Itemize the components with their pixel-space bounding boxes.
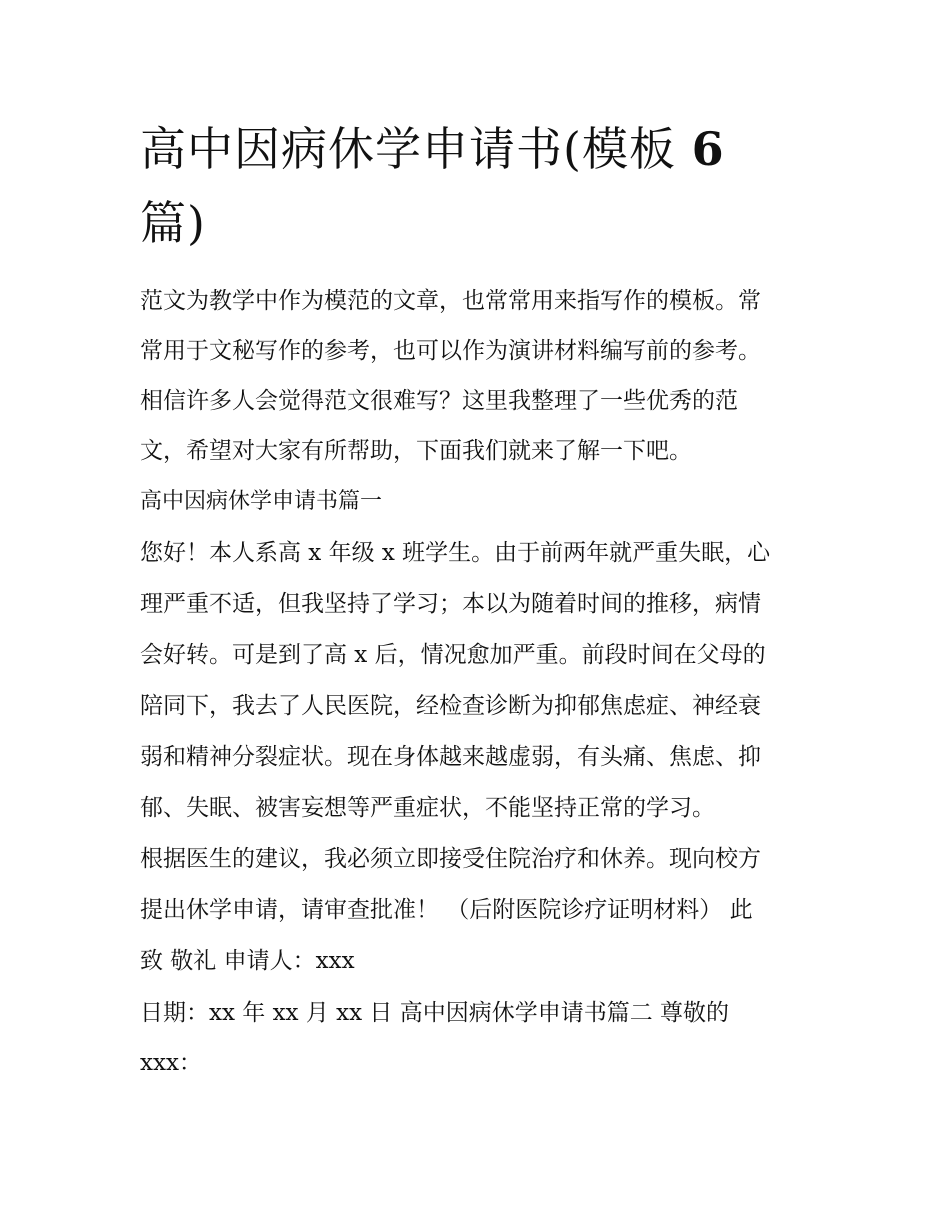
document-title (140, 112, 780, 260)
body-line-1: 您好！本人系高 x 年级 x 班学生。由于前两年就严重失眠，心 (140, 540, 771, 566)
body-line-3: 会好转。可是到了高 x 后，情况愈加严重。前段时间在父母的 (140, 642, 766, 668)
intro-line-4: 文，希望对大家有所帮助，下面我们就来了解一下吧。 (140, 438, 692, 464)
body-line-6: 郁、失眠、被害妄想等严重症状，不能坚持正常的学习。 (140, 795, 715, 821)
section-heading-1: 高中因病休学申请书篇一 (140, 489, 383, 514)
intro-line-1: 范文为教学中作为模范的文章，也常常用来指写作的模板。常 (140, 288, 761, 314)
body-line-8: 提出休学申请，请审查批准！ （后附医院诊疗证明材料） 此 (140, 897, 753, 923)
body-line-7: 根据医生的建议，我必须立即接受住院治疗和休养。现向校方 (140, 846, 761, 872)
title-text-part2: 篇) (140, 196, 206, 250)
body-line-11: xxx： (140, 1050, 202, 1076)
body-line-4: 陪同下，我去了人民医院，经检查诊断为抑郁焦虑症、神经衰 (140, 693, 761, 719)
title-text-part1: 高中因病休学申请书(模板 (140, 122, 692, 176)
body-line-9: 致 敬礼 申请人：xxx (140, 948, 355, 974)
intro-line-3: 相信许多人会觉得范文很难写？这里我整理了一些优秀的范 (140, 388, 738, 414)
intro-line-2: 常用于文秘写作的参考，也可以作为演讲材料编写前的参考。 (140, 338, 761, 364)
body-line-10: 日期：xx 年 xx 月 xx 日 高中因病休学申请书篇二 尊敬的 (140, 1000, 730, 1026)
title-number: 6 (691, 122, 725, 176)
body-line-2: 理严重不适，但我坚持了学习；本以为随着时间的推移，病情 (140, 591, 761, 617)
body-line-5: 弱和精神分裂症状。现在身体越来越虚弱，有头痛、焦虑、抑 (140, 744, 761, 770)
